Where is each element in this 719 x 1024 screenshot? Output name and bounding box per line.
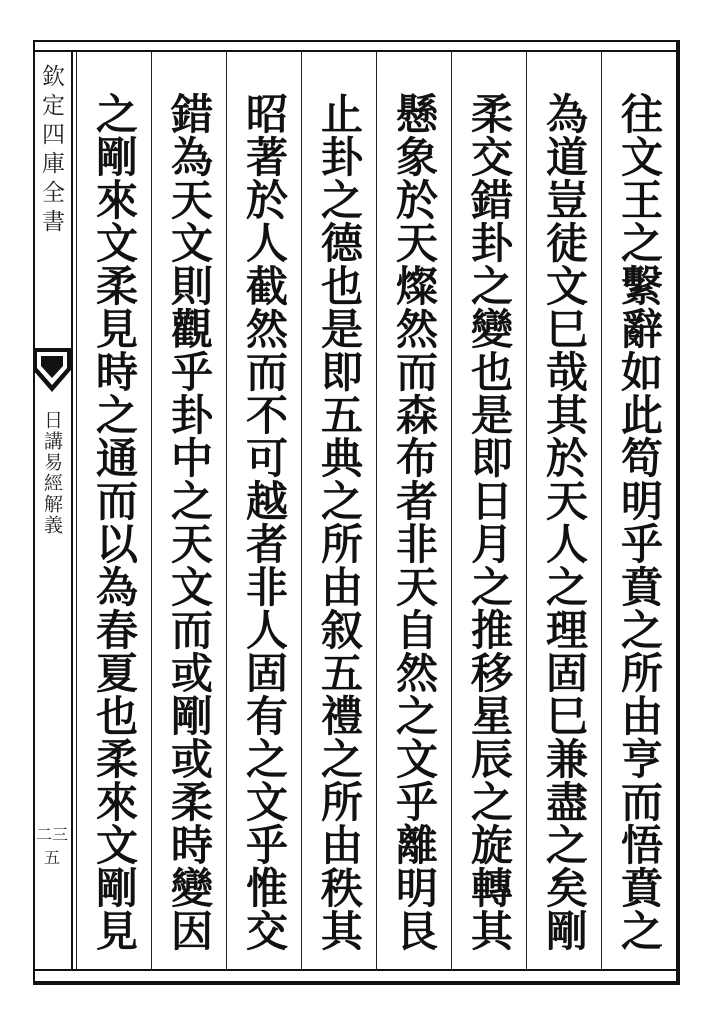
column-text: 往文王之繫辭如此笱明乎賁之所由亨而悟賁之 <box>615 92 664 952</box>
column-text: 止卦之德也是即五典之所由叙五禮之所由秩其 <box>315 92 364 952</box>
text-body <box>73 52 678 969</box>
text-column <box>526 52 601 969</box>
column-text: 懸象於天燦然而森布者非天自然之文乎離明艮 <box>390 92 439 952</box>
text-column <box>376 52 451 969</box>
text-column <box>601 52 676 969</box>
text-column <box>301 52 376 969</box>
column-text: 柔交錯卦之變也是即日月之推移星辰之旋轉其 <box>465 92 514 952</box>
text-column <box>151 52 226 969</box>
fish-tail-icon <box>33 348 71 396</box>
column-text: 為道豈徒文巳哉其於天人之理固巳兼盡之矣剛 <box>540 92 589 952</box>
column-text: 錯為天文則觀乎卦中之天文而或剛或柔時變因 <box>165 92 214 952</box>
column-text: 昭著於人截然而不可越者非人固有之文乎惟交 <box>240 92 289 952</box>
text-column <box>226 52 301 969</box>
text-column <box>76 52 151 969</box>
column-text: 之剛來文柔見時之通而以為春夏也柔來文剛見 <box>90 92 139 952</box>
book-title: 欽定四庫全書 <box>38 64 64 238</box>
page-number: 二三五 <box>35 825 68 867</box>
section-title: 日講易經解義 <box>41 410 63 536</box>
margin-column <box>33 50 73 971</box>
text-column <box>451 52 526 969</box>
